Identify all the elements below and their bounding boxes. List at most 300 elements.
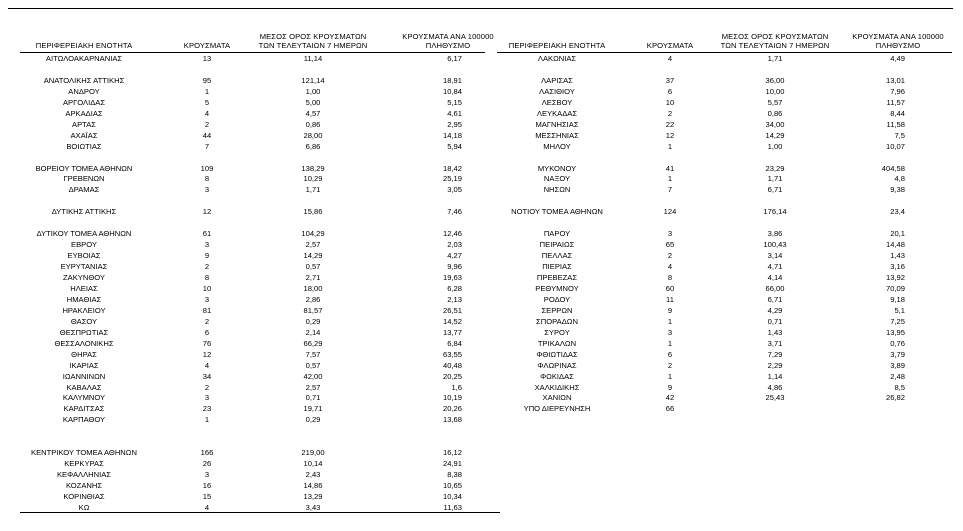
cases-value: 5 (204, 97, 210, 107)
table-row (20, 284, 500, 294)
cases-value: 2 (667, 251, 673, 261)
rate-per-100k-value: 25,19 (442, 174, 462, 184)
table-row (497, 131, 955, 141)
region-name: ΑΡΚΑΔΙΑΣ (65, 108, 103, 118)
table-row (20, 306, 500, 316)
weekly-average-value: 0,57 (305, 262, 321, 272)
cases-value: 3 (667, 229, 673, 239)
weekly-average-value: 4,86 (767, 382, 783, 392)
rate-per-100k-value: 19,63 (442, 273, 462, 282)
table-row (20, 350, 500, 360)
cases-value: 11 (666, 294, 674, 304)
table-row (20, 164, 500, 174)
table-row (497, 109, 955, 119)
header-cases-right: ΚΡΟΥΣΜΑΤΑ (646, 41, 694, 50)
table-row (497, 142, 955, 152)
weekly-average-value: 6,86 (305, 141, 321, 151)
rate-per-100k-value: 2,03 (447, 240, 462, 250)
cases-value: 1 (204, 415, 210, 425)
rate-per-100k-value: 2,48 (890, 371, 905, 381)
weekly-average-value: 28,00 (303, 130, 323, 140)
cases-value: 2 (204, 316, 210, 326)
rate-per-100k-value: 2,13 (447, 294, 462, 304)
cases-value: 1 (667, 338, 673, 348)
cases-value: 10 (665, 97, 675, 107)
table-row (497, 262, 955, 272)
weekly-average-value: 0,71 (767, 316, 783, 326)
rate-per-100k-value: 8,5 (894, 382, 905, 392)
weekly-average-value: 3,14 (767, 251, 783, 261)
weekly-average-value: 7,29 (767, 349, 783, 359)
cases-value: 61 (202, 229, 212, 239)
rate-per-100k-value: 0,76 (890, 338, 905, 348)
rate-per-100k-value: 18,42 (442, 163, 462, 173)
weekly-average-value: 2,29 (767, 360, 783, 370)
region-name: ΑΡΤΑΣ (72, 119, 96, 129)
table-row (20, 470, 500, 480)
rate-per-100k-value: 14,18 (442, 130, 462, 140)
table-row (497, 284, 955, 294)
table-row (497, 350, 955, 360)
rate-per-100k-value: 13,68 (442, 415, 462, 425)
region-name: ΜΥΚΟΝΟΥ (537, 163, 577, 173)
table-row (497, 372, 955, 382)
cases-value: 95 (202, 75, 212, 85)
weekly-average-value: 0,71 (305, 393, 321, 403)
region-name: ΚΑΡΔΙΤΣΑΣ (63, 404, 105, 414)
cases-value: 2 (667, 108, 673, 118)
region-name: ΠΙΕΡΙΑΣ (542, 262, 572, 272)
table-row (497, 207, 955, 217)
header-avg-line2: ΤΩΝ ΤΕΛΕΥΤΑΙΩΝ 7 ΗΜΕΡΩΝ (720, 40, 830, 50)
table-row (20, 328, 500, 338)
cases-value: 3 (204, 240, 210, 250)
header-cases-left: ΚΡΟΥΣΜΑΤΑ (183, 41, 231, 50)
region-name: ΥΠΟ ΔΙΕΡΕΥΝΗΣΗ (523, 404, 591, 414)
cases-value: 10 (202, 283, 212, 293)
weekly-average-value: 1,00 (767, 141, 783, 151)
weekly-average-value: 219,00 (301, 448, 325, 458)
region-name: ΠΡΕΒΕΖΑΣ (536, 273, 578, 282)
weekly-average-value: 23,29 (765, 163, 785, 173)
cases-value: 3 (204, 185, 210, 195)
cases-value: 15 (202, 492, 212, 501)
weekly-average-value: 2,14 (305, 327, 321, 337)
cases-value: 8 (204, 174, 210, 184)
table-row (20, 317, 500, 327)
region-name: ΠΑΡΟΥ (543, 229, 571, 239)
region-name: ΕΒΡΟΥ (71, 240, 97, 250)
table-row (20, 393, 500, 403)
weekly-average-value: 15,86 (303, 207, 323, 217)
region-name: ΘΑΣΟΥ (70, 316, 98, 326)
table-row (497, 328, 955, 338)
region-name: ΝΟΤΙΟΥ ΤΟΜΕΑ ΑΘΗΝΩΝ (511, 207, 603, 217)
header-region-right: ΠΕΡΙΦΕΡΕΙΑΚΗ ΕΝΟΤΗΤΑ (508, 41, 606, 50)
region-name: ΦΘΙΩΤΙΔΑΣ (536, 349, 578, 359)
rate-per-100k-value: 8,38 (447, 470, 462, 480)
cases-value: 2 (204, 382, 210, 392)
cases-value: 66 (665, 404, 675, 414)
rate-per-100k-value: 6,84 (447, 338, 462, 348)
region-name: ΛΑΣΙΘΙΟΥ (539, 86, 575, 96)
weekly-average-value: 1,43 (767, 327, 783, 337)
region-name: ΦΩΚΙΔΑΣ (540, 371, 574, 381)
cases-value: 4 (204, 502, 210, 512)
rate-per-100k-value: 1,6 (451, 382, 462, 392)
weekly-average-value: 4,29 (767, 305, 783, 315)
table-row (20, 361, 500, 371)
cases-value: 13 (202, 54, 212, 63)
weekly-average-value: 121,14 (301, 75, 325, 85)
weekly-average-value: 1,71 (767, 54, 783, 63)
table-row (20, 98, 500, 108)
table-row (497, 295, 955, 305)
rate-per-100k-value: 4,27 (447, 251, 462, 261)
weekly-average-value: 18,00 (303, 283, 323, 293)
weekly-average-value: 6,71 (767, 185, 783, 195)
weekly-average-value: 4,71 (767, 262, 783, 272)
table-row (497, 306, 955, 316)
region-name: ΗΛΕΙΑΣ (70, 283, 98, 293)
weekly-average-value: 3,43 (305, 502, 321, 512)
cases-value: 3 (204, 470, 210, 480)
right-table (497, 54, 955, 454)
region-name: ΝΑΞΟΥ (543, 174, 571, 184)
cases-value: 76 (202, 338, 212, 348)
weekly-average-value: 66,29 (303, 338, 323, 348)
weekly-average-value: 2,57 (305, 240, 321, 250)
header-rule-left (20, 52, 485, 53)
region-name: ΗΜΑΘΙΑΣ (66, 294, 102, 304)
region-name: ΝΗΣΩΝ (543, 185, 571, 195)
weekly-average-value: 104,29 (301, 229, 325, 239)
cases-value: 41 (665, 163, 675, 173)
cases-value: 65 (665, 240, 675, 250)
region-name: ΛΕΥΚΑΔΑΣ (536, 108, 578, 118)
cases-value: 1 (667, 141, 673, 151)
cases-value: 109 (200, 163, 214, 173)
weekly-average-value: 2,71 (305, 273, 321, 282)
table-row (497, 339, 955, 349)
rate-per-100k-value: 13,77 (442, 327, 462, 337)
weekly-average-value: 10,29 (303, 174, 323, 184)
weekly-average-value: 14,29 (303, 251, 323, 261)
rate-per-100k-value: 13,92 (885, 273, 905, 282)
cases-value: 23 (202, 404, 212, 414)
weekly-average-value: 7,57 (305, 349, 321, 359)
rate-per-100k-value: 4,8 (894, 174, 905, 184)
cases-value: 166 (200, 448, 214, 458)
weekly-average-value: 14,29 (765, 130, 785, 140)
table-row (20, 339, 500, 349)
weekly-average-value: 10,14 (303, 459, 323, 469)
table-row (497, 361, 955, 371)
weekly-average-value: 14,86 (303, 481, 323, 491)
region-name: ΜΑΓΝΗΣΙΑΣ (535, 119, 579, 129)
rate-per-100k-value: 3,79 (890, 349, 905, 359)
weekly-average-value: 2,43 (305, 470, 321, 480)
cases-value: 12 (202, 207, 212, 217)
table-row (497, 76, 955, 86)
region-name: ΒΟΡΕΙΟΥ ΤΟΜΕΑ ΑΘΗΝΩΝ (35, 163, 133, 173)
header-rate-left (398, 33, 498, 50)
cases-value: 22 (665, 119, 675, 129)
table-row (20, 207, 500, 217)
weekly-average-value: 25,43 (765, 393, 785, 403)
rate-per-100k-value: 3,05 (447, 185, 462, 195)
cases-value: 12 (202, 349, 212, 359)
weekly-average-value: 3,71 (767, 338, 783, 348)
top-rule (8, 8, 953, 9)
cases-value: 9 (667, 305, 673, 315)
table-row (20, 372, 500, 382)
weekly-average-value: 0,57 (305, 360, 321, 370)
table-row (20, 76, 500, 86)
region-name: ΚΑΛΥΜΝΟΥ (62, 393, 106, 403)
region-name: ΑΝΔΡΟΥ (68, 86, 100, 96)
rate-per-100k-value: 70,09 (885, 283, 905, 293)
rate-per-100k-value: 18,91 (442, 75, 462, 85)
cases-value: 9 (667, 382, 673, 392)
table-row (497, 120, 955, 130)
region-name: ΚΟΡΙΝΘΙΑΣ (63, 492, 105, 501)
weekly-average-value: 3,86 (767, 229, 783, 239)
cases-value: 6 (667, 349, 673, 359)
weekly-average-value: 100,43 (763, 240, 787, 250)
table-row (20, 131, 500, 141)
table-row (20, 54, 500, 64)
cases-value: 1 (667, 371, 673, 381)
weekly-average-value: 19,71 (303, 404, 323, 414)
region-name: ΗΡΑΚΛΕΙΟΥ (62, 305, 106, 315)
table-row (20, 87, 500, 97)
weekly-average-value: 0,86 (305, 119, 321, 129)
region-name: ΦΛΩΡΙΝΑΣ (537, 360, 577, 370)
cases-value: 34 (202, 371, 212, 381)
rate-per-100k-value: 4,49 (890, 54, 905, 63)
header-rate-line1: ΚΡΟΥΣΜΑΤΑ ΑΝΑ 100000 (402, 32, 494, 41)
table-row (20, 459, 500, 469)
header-rate-line2: ΠΛΗΘΥΣΜΟ (425, 40, 471, 50)
region-name: ΔΥΤΙΚΟΥ ΤΟΜΕΑ ΑΘΗΝΩΝ (36, 229, 132, 239)
rate-per-100k-value: 40,48 (442, 360, 462, 370)
weekly-average-value: 36,00 (765, 75, 785, 85)
cases-value: 4 (204, 360, 210, 370)
region-name: ΑΡΓΟΛΙΔΑΣ (62, 97, 106, 107)
rate-per-100k-value: 20,1 (890, 229, 905, 239)
rate-per-100k-value: 13,95 (885, 327, 905, 337)
rate-per-100k-value: 14,48 (885, 240, 905, 250)
rate-per-100k-value: 10,34 (442, 492, 462, 501)
weekly-average-value: 4,57 (305, 108, 321, 118)
weekly-average-value: 4,14 (767, 273, 783, 282)
table-row (497, 251, 955, 261)
weekly-average-value: 176,14 (763, 207, 787, 217)
rate-per-100k-value: 24,91 (442, 459, 462, 469)
header-avg-line1: ΜΕΣΟΣ ΟΡΟΣ ΚΡΟΥΣΜΑΤΩΝ (721, 32, 829, 41)
table-row (20, 404, 500, 414)
cases-value: 3 (667, 327, 673, 337)
rate-per-100k-value: 11,58 (886, 119, 905, 129)
cases-value: 81 (202, 305, 212, 315)
header-avg-line2: ΤΩΝ ΤΕΛΕΥΤΑΙΩΝ 7 ΗΜΕΡΩΝ (258, 40, 368, 50)
rate-per-100k-value: 6,17 (447, 54, 462, 63)
region-name: ΣΥΡΟΥ (544, 327, 570, 337)
rate-per-100k-value: 8,44 (890, 108, 905, 118)
header-avg-left (258, 33, 368, 50)
table-row (20, 229, 500, 239)
weekly-average-value: 0,86 (767, 108, 783, 118)
table-row (20, 295, 500, 305)
region-name: ΚΑΡΠΑΘΟΥ (62, 415, 106, 425)
cases-value: 1 (204, 86, 210, 96)
cases-value: 12 (665, 130, 675, 140)
cases-value: 1 (667, 316, 673, 326)
table-row (20, 120, 500, 130)
cases-value: 4 (667, 262, 673, 272)
region-name: ΘΕΣΠΡΩΤΙΑΣ (59, 327, 109, 337)
rate-per-100k-value: 5,1 (894, 305, 905, 315)
table-row (497, 393, 955, 403)
rate-per-100k-value: 11,57 (886, 97, 905, 107)
region-name: ΧΑΝΙΩΝ (542, 393, 572, 403)
header-region-left: ΠΕΡΙΦΕΡΕΙΑΚΗ ΕΝΟΤΗΤΑ (35, 41, 133, 50)
region-name: ΕΥΡΥΤΑΝΙΑΣ (60, 262, 108, 272)
table-row (20, 142, 500, 152)
header-avg-right (720, 33, 830, 50)
region-name: ΑΝΑΤΟΛΙΚΗΣ ΑΤΤΙΚΗΣ (43, 75, 125, 85)
rate-per-100k-value: 404,58 (881, 163, 905, 173)
rate-per-100k-value: 5,15 (447, 97, 462, 107)
table-row (20, 273, 500, 283)
region-name: ΜΗΛΟΥ (543, 141, 571, 151)
region-name: ΚΕΝΤΡΙΚΟΥ ΤΟΜΕΑ ΑΘΗΝΩΝ (31, 448, 137, 458)
table-row (20, 109, 500, 119)
table-row (497, 240, 955, 250)
weekly-average-value: 34,00 (765, 119, 785, 129)
region-name: ΛΕΣΒΟΥ (541, 97, 573, 107)
cases-value: 26 (202, 459, 212, 469)
cases-value: 2 (667, 360, 673, 370)
region-name: ΙΩΑΝΝΙΝΩΝ (62, 371, 106, 381)
left-table (20, 54, 500, 526)
weekly-average-value: 1,71 (767, 174, 783, 184)
table-row (20, 240, 500, 250)
cases-value: 37 (665, 75, 675, 85)
rate-per-100k-value: 2,95 (447, 119, 462, 129)
region-name: ΚΑΒΑΛΑΣ (66, 382, 102, 392)
table-row (497, 383, 955, 393)
weekly-average-value: 66,00 (765, 283, 785, 293)
rate-per-100k-value: 9,96 (447, 262, 462, 272)
region-name: ΑΙΤΩΛΟΑΚΑΡΝΑΝΙΑΣ (45, 54, 123, 63)
weekly-average-value: 1,14 (767, 371, 783, 381)
rate-per-100k-value: 3,16 (890, 262, 905, 272)
rate-per-100k-value: 10,07 (885, 141, 905, 151)
rate-per-100k-value: 4,61 (447, 108, 462, 118)
cases-value: 8 (667, 273, 673, 282)
weekly-average-value: 2,86 (305, 294, 321, 304)
table-row (497, 404, 955, 414)
region-name: ΔΡΑΜΑΣ (68, 185, 100, 195)
weekly-average-value: 5,00 (305, 97, 321, 107)
cases-value: 60 (665, 283, 675, 293)
weekly-average-value: 0,29 (305, 316, 321, 326)
region-name: ΖΑΚΥΝΘΟΥ (63, 273, 105, 282)
cases-value: 2 (204, 262, 210, 272)
header-rate-line2: ΠΛΗΘΥΣΜΟ (875, 40, 921, 50)
cases-value: 1 (667, 174, 673, 184)
cases-value: 7 (204, 141, 210, 151)
cases-value: 8 (204, 273, 210, 282)
table-row (497, 54, 955, 64)
rate-per-100k-value: 16,12 (442, 448, 462, 458)
table-row (20, 415, 500, 425)
cases-value: 9 (204, 251, 210, 261)
region-name: ΧΑΛΚΙΔΙΚΗΣ (534, 382, 580, 392)
rate-per-100k-value: 3,89 (890, 360, 905, 370)
weekly-average-value: 1,71 (305, 185, 321, 195)
weekly-average-value: 138,29 (301, 163, 325, 173)
table-row (20, 383, 500, 393)
region-name: ΚΩ (78, 502, 90, 512)
table-row (20, 448, 500, 458)
cases-value: 2 (204, 119, 210, 129)
header-avg-line1: ΜΕΣΟΣ ΟΡΟΣ ΚΡΟΥΣΜΑΤΩΝ (259, 32, 367, 41)
rate-per-100k-value: 5,94 (447, 141, 462, 151)
table-row (20, 481, 500, 491)
region-name: ΛΑΚΩΝΙΑΣ (537, 54, 577, 63)
table-row (20, 185, 500, 195)
region-name: ΛΑΡΙΣΑΣ (541, 75, 573, 85)
region-name: ΙΚΑΡΙΑΣ (69, 360, 99, 370)
table-row (20, 251, 500, 261)
rate-per-100k-value: 7,5 (894, 130, 905, 140)
region-name: ΣΕΡΡΩΝ (541, 305, 573, 315)
table-row (20, 262, 500, 272)
region-name: ΘΗΡΑΣ (71, 349, 97, 359)
weekly-average-value: 0,29 (305, 415, 321, 425)
region-name: ΑΧΑΪΑΣ (70, 130, 98, 140)
header-rate-line1: ΚΡΟΥΣΜΑΤΑ ΑΝΑ 100000 (852, 32, 944, 41)
weekly-average-value: 11,14 (303, 54, 323, 63)
table-row (497, 174, 955, 184)
rate-per-100k-value: 10,65 (442, 481, 462, 491)
cases-value: 7 (667, 185, 673, 195)
table-row (497, 87, 955, 97)
cases-value: 4 (667, 54, 673, 63)
weekly-average-value: 81,57 (303, 305, 323, 315)
table-row (20, 503, 500, 513)
weekly-average-value: 10,00 (765, 86, 785, 96)
rate-per-100k-value: 7,96 (890, 86, 905, 96)
region-name: ΚΕΡΚΥΡΑΣ (64, 459, 104, 469)
rate-per-100k-value: 23,4 (890, 207, 905, 217)
table-row (20, 174, 500, 184)
region-name: ΒΟΙΩΤΙΑΣ (66, 141, 102, 151)
table-row (497, 164, 955, 174)
rate-per-100k-value: 7,25 (890, 316, 905, 326)
cases-value: 42 (665, 393, 675, 403)
rate-per-100k-value: 9,18 (890, 294, 905, 304)
weekly-average-value: 13,29 (303, 492, 323, 501)
rate-per-100k-value: 7,46 (447, 207, 462, 217)
cases-value: 3 (204, 393, 210, 403)
cases-value: 6 (204, 327, 210, 337)
region-name: ΚΟΖΑΝΗΣ (65, 481, 103, 491)
region-name: ΡΟΔΟΥ (543, 294, 571, 304)
